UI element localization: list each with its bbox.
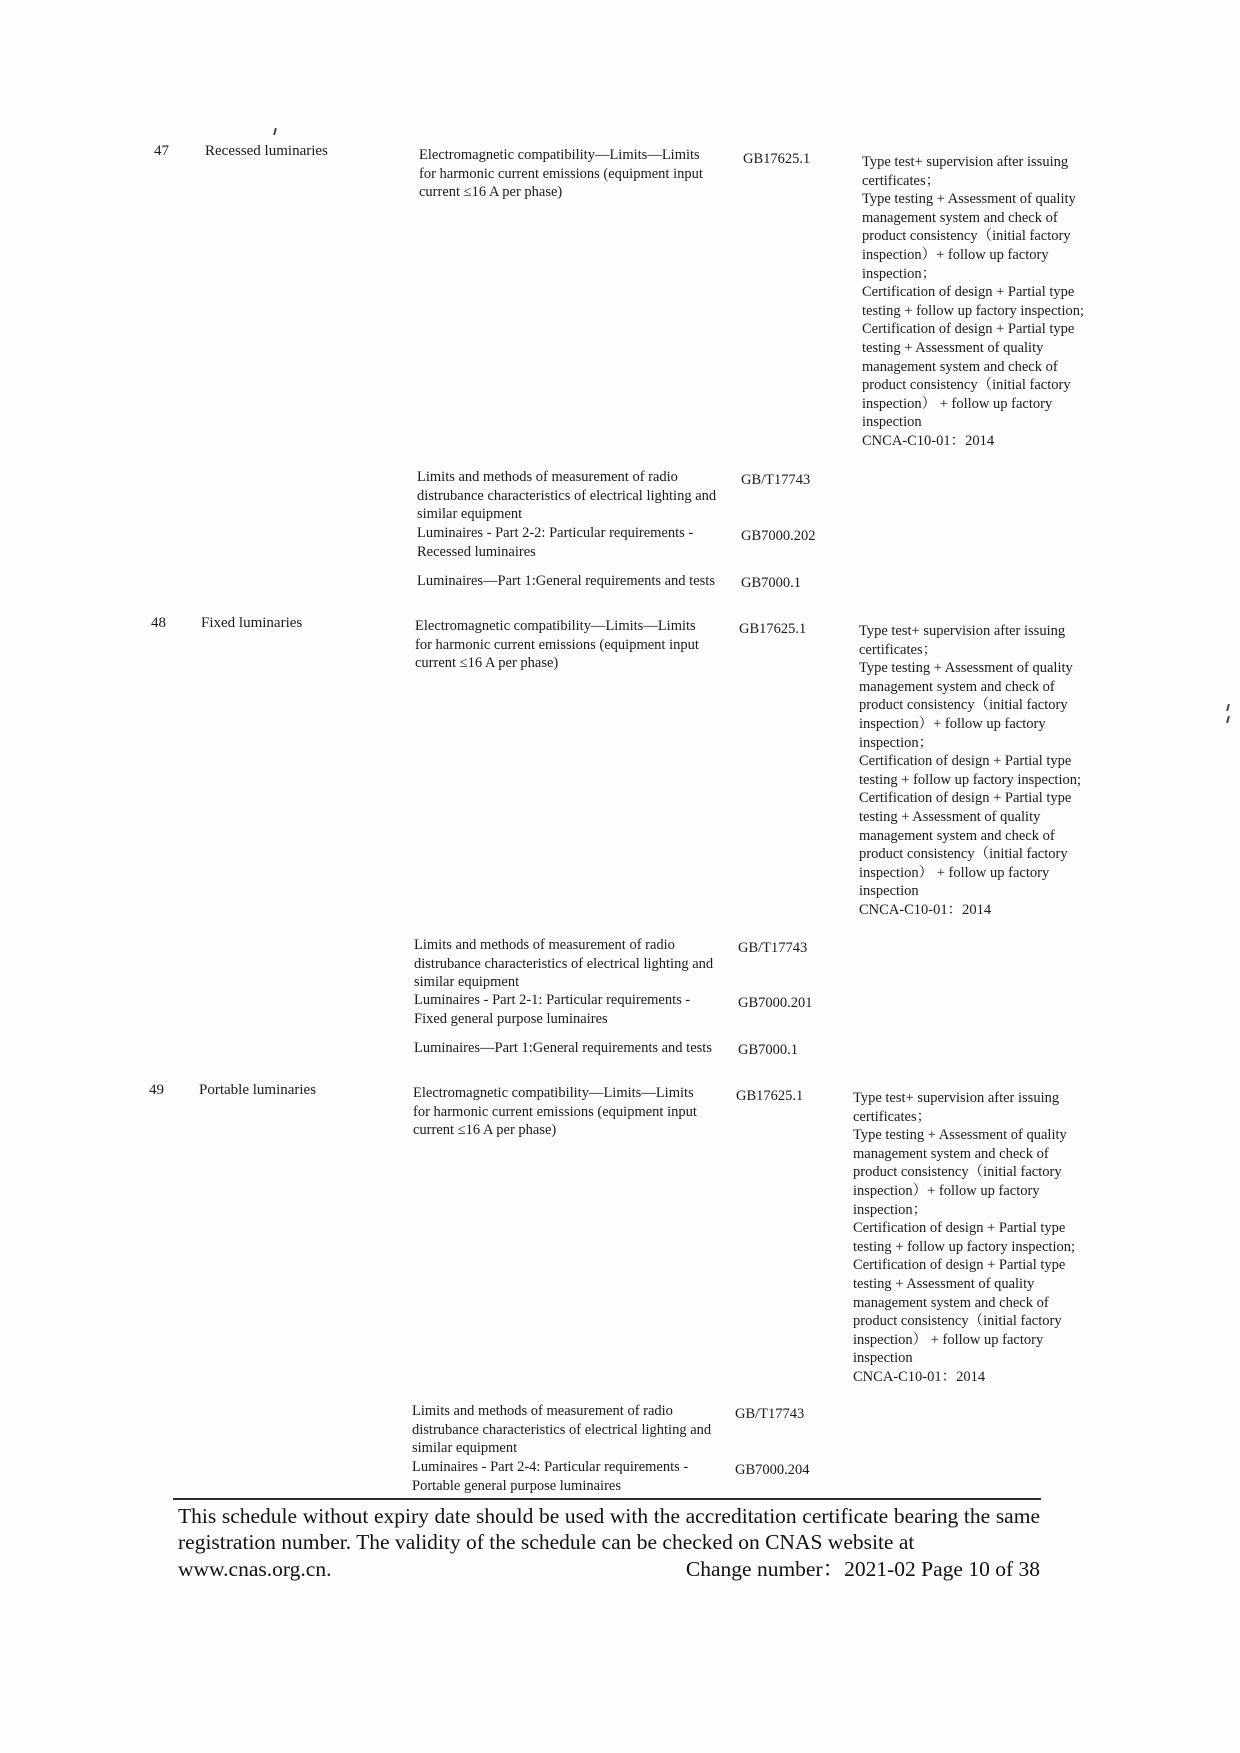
footer-rule bbox=[173, 1498, 1041, 1500]
standard-title: Luminaires - Part 2-1: Particular requirements - Fixed general purpose luminaires bbox=[414, 992, 691, 1027]
product-name: Fixed luminaries bbox=[201, 615, 303, 631]
standard-code: GB7000.1 bbox=[741, 575, 802, 591]
row-number: 47 bbox=[154, 143, 169, 159]
standard-title: Luminaires - Part 2-4: Particular requirements - Portable general purpose luminaires bbox=[412, 1459, 689, 1494]
certification-scheme: Type test+ supervision after issuing certificates； Type testing + Assessment of quality management system and check of product consistency（initial factory inspection）+ follow up factory inspection； Certification of design + Partial type testing + follow up factory inspection; Certification of design + Partial type testing + Assessment of quality management system and check of product consistency（initial factory inspection） + follow up factory inspection CNCA-C10-01：2014 bbox=[853, 1090, 1076, 1385]
standard-code: GB/T17743 bbox=[741, 472, 811, 488]
standard-code: GB17625.1 bbox=[736, 1088, 804, 1104]
standard-title: Electromagnetic compatibility—Limits—Limits for harmonic current emissions (equipment input current ≤16 A per phase) bbox=[415, 618, 699, 671]
footer-note: This schedule without expiry date should be used with the accreditation certificate bearing the same registration number. The validity of the schedule can be checked on CNAS website at bbox=[178, 1504, 1040, 1554]
standard-code: GB7000.201 bbox=[738, 995, 813, 1011]
standard-title: Limits and methods of measurement of radio distrubance characteristics of electrical lighting and similar equipment bbox=[412, 1403, 712, 1456]
standard-code: GB7000.1 bbox=[738, 1042, 799, 1058]
standard-title: Limits and methods of measurement of radio distrubance characteristics of electrical lighting and similar equipment bbox=[417, 469, 717, 522]
product-name: Portable luminaries bbox=[199, 1082, 317, 1098]
standard-code: GB7000.202 bbox=[741, 528, 816, 544]
scan-mark bbox=[273, 128, 277, 135]
scan-mark bbox=[1226, 704, 1230, 711]
standard-title: Luminaires—Part 1:General requirements and tests bbox=[414, 1040, 712, 1056]
row-number: 48 bbox=[151, 615, 166, 631]
row-number: 49 bbox=[149, 1082, 164, 1098]
standard-title: Luminaires—Part 1:General requirements and tests bbox=[417, 573, 715, 589]
standard-code: GB7000.204 bbox=[735, 1462, 810, 1478]
certification-scheme: Type test+ supervision after issuing certificates； Type testing + Assessment of quality management system and check of product consistency（initial factory inspection）+ follow up factory inspection； Certification of design + Partial type testing + follow up factory inspection; Certification of design + Partial type testing + Assessment of quality management system and check of product consistency（initial factory inspection） + follow up factory inspection CNCA-C10-01：2014 bbox=[862, 154, 1085, 449]
standard-title: Luminaires - Part 2-2: Particular requirements - Recessed luminaires bbox=[417, 525, 694, 560]
footer-website: www.cnas.org.cn. bbox=[178, 1557, 332, 1581]
standard-code: GB17625.1 bbox=[743, 151, 811, 167]
certification-scheme: Type test+ supervision after issuing certificates； Type testing + Assessment of quality management system and check of product consistency（initial factory inspection）+ follow up factory inspection； Certification of design + Partial type testing + follow up factory inspection; Certification of design + Partial type testing + Assessment of quality management system and check of product consistency（initial factory inspection） + follow up factory inspection CNCA-C10-01：2014 bbox=[859, 623, 1082, 918]
standard-title: Limits and methods of measurement of radio distrubance characteristics of electrical lighting and similar equipment bbox=[414, 937, 714, 990]
standard-code: GB17625.1 bbox=[739, 621, 807, 637]
standard-title: Electromagnetic compatibility—Limits—Limits for harmonic current emissions (equipment input current ≤16 A per phase) bbox=[413, 1085, 697, 1138]
standard-code: GB/T17743 bbox=[735, 1406, 805, 1422]
footer-last-line bbox=[178, 1556, 1040, 1582]
product-name: Recessed luminaries bbox=[205, 143, 328, 159]
standard-title: Electromagnetic compatibility—Limits—Limits for harmonic current emissions (equipment input current ≤16 A per phase) bbox=[419, 147, 703, 200]
standard-code: GB/T17743 bbox=[738, 940, 808, 956]
footer-change-number: Change number：2021-02 Page 10 of 38 bbox=[685, 1557, 1040, 1581]
scan-mark bbox=[1226, 716, 1230, 723]
